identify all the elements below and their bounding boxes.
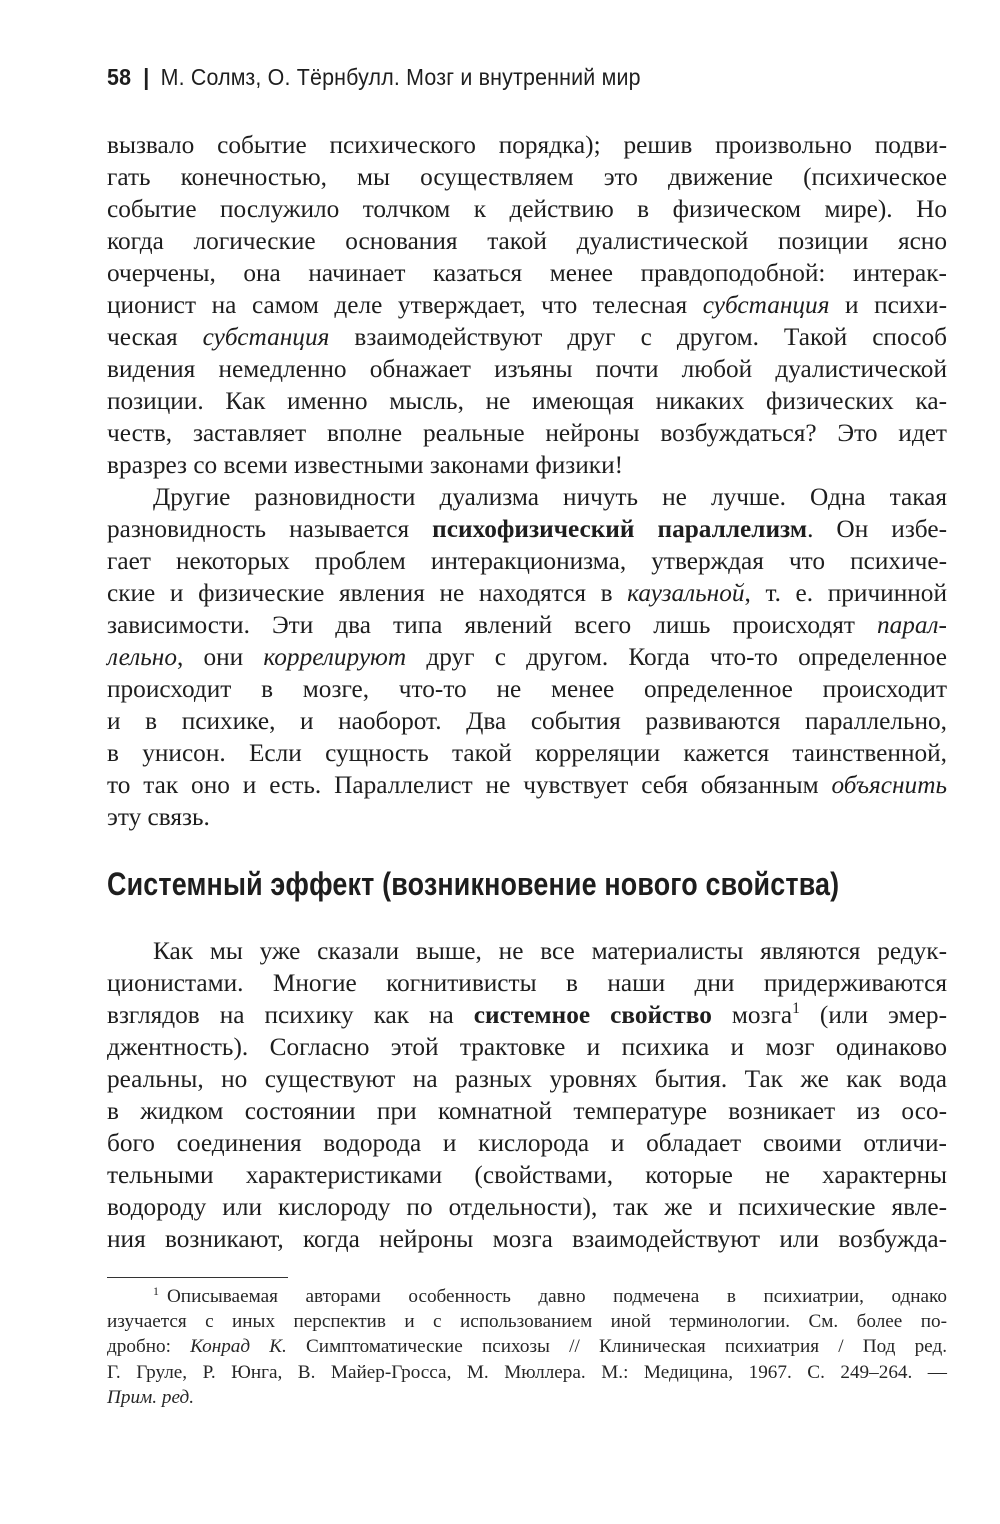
footnote-line: изучается с иных перспектив и с использованием иной терминологии. См. более по- — [107, 1311, 947, 1333]
text-line: ния возникают, когда нейроны мозга взаимодействуют или возбужда- — [107, 1225, 947, 1253]
italic-term: коррелируют — [263, 643, 407, 671]
text-line: в унисон. Если сущность такой корреляции кажется таинственной, — [107, 739, 947, 767]
text-line: лельно, они коррелируют друг с другом. Когда что-то определенное — [107, 643, 948, 671]
text-line: зависимости. Эти два типа явлений всего лишь происходят парал- — [107, 611, 947, 639]
header-separator: | — [143, 64, 150, 90]
section-heading: Системный эффект (возникновение нового свойства) — [107, 866, 840, 902]
paragraph-1 — [107, 129, 947, 481]
italic-term: объяснить — [831, 771, 947, 799]
text-line: ские и физические явления не находятся в каузальной, т. е. причинной — [107, 579, 947, 607]
bold-term: системное свойство — [473, 1001, 712, 1029]
body-text-top — [107, 129, 947, 833]
footnote-mark: 1 — [153, 1284, 159, 1299]
text-line: взглядов на психику как на системное свойство мозга$^1$ (или эмер- — [107, 999, 947, 1029]
editor-note: Прим. ред. — [107, 1386, 195, 1408]
book-title: М. Солмз, О. Тёрнбулл. Мозг и внутренний мир — [160, 64, 641, 90]
footnote — [107, 1284, 947, 1410]
footnote-line: Г. Груле, Р. Юнга, В. Майер-Гросса, М. Мюллера. М.: Медицина, 1967. С. 249–264. — — [107, 1361, 947, 1383]
text-line: то так оно и есть. Параллелист не чувствует себя обязанным объяснить — [107, 771, 947, 799]
text-line: гает некоторых проблем интеракционизма, утверждая что психиче- — [107, 547, 947, 575]
italic-term: субстанция — [702, 291, 830, 319]
text-line: эту связь. — [107, 803, 210, 831]
footnote-line — [107, 1385, 947, 1410]
text-line: ционистами. Многие когнитивисты в наши дни придерживаются — [107, 969, 947, 997]
text-line: событие послужило толчком к действию в физическом мире). Но — [107, 195, 947, 223]
text-line: ческая субстанция взаимодействуют друг с другом. Такой способ — [107, 323, 947, 351]
italic-term: лельно — [107, 643, 177, 671]
italic-term: каузальной — [627, 579, 745, 607]
footnote-divider — [107, 1277, 288, 1278]
text-line: ционист на самом деле утверждает, что телесная субстанция и психи- — [107, 291, 947, 319]
footnote-line: $^1$ Описываемая авторами особенность давно подмечена в психиатрии, однако — [153, 1284, 947, 1307]
footnote-line: дробно: Конрад К. Симптоматические психозы // Клиническая психиатрия / Под ред. — [107, 1336, 948, 1358]
italic-term: субстанция — [202, 323, 330, 351]
footnote-author: Конрад К. — [190, 1336, 287, 1358]
paragraph-2 — [107, 481, 947, 833]
text-line: честв, заставляет вполне реальные нейроны возбуждаться? Это идет — [107, 419, 947, 447]
text-line: тельными характеристиками (свойствами, которые не характерны — [107, 1161, 947, 1189]
text-line: Как мы уже сказали выше, не все материалисты являются редук- — [153, 937, 947, 965]
bold-term: психофизический параллелизм — [432, 515, 808, 543]
page-number: 58 — [107, 64, 132, 90]
text-line: гать конечностью, мы осуществляем это движение (психическое — [107, 163, 947, 191]
italic-term: парал- — [876, 611, 947, 639]
text-line: водороду или кислороду по отдельности), так же и психические явле- — [107, 1193, 947, 1221]
footnote-reference[interactable]: 1 — [792, 999, 800, 1017]
text-line: Другие разновидности дуализма ничуть не лучше. Одна такая — [153, 483, 947, 511]
text-line: позиции. Как именно мысль, не имеющая никаких физических ка- — [107, 387, 947, 415]
text-line: бого соединения водорода и кислорода и обладает своими отличи- — [107, 1129, 947, 1157]
body-text-bottom — [107, 935, 947, 1255]
text-line: вразрез со всеми известными законами физики! — [107, 451, 624, 479]
text-line: реальны, но существуют на разных уровнях бытия. Так же как вода — [107, 1065, 947, 1093]
text-line: и в психике, и наоборот. Два события развиваются параллельно, — [107, 707, 947, 735]
text-line: вызвало событие психического порядка); решив произвольно подви- — [107, 131, 947, 159]
text-line: очерчены, она начинает казаться менее правдоподобной: интерак- — [107, 259, 947, 287]
text-line: джентность). Согласно этой трактовке и психика и мозг одинаково — [107, 1033, 947, 1061]
text-line: в жидком состоянии при комнатной температуре возникает из осо- — [107, 1097, 947, 1125]
text-line: разновидность называется психофизический параллелизм. Он избе- — [107, 515, 947, 543]
text-line: когда логические основания такой дуалистической позиции ясно — [107, 227, 947, 255]
text-line: происходит в мозге, что-то не менее определенное происходит — [107, 675, 947, 703]
paragraph-3 — [107, 935, 947, 1255]
running-head — [107, 64, 641, 91]
text-line: видения немедленно обнажает изъяны почти любой дуалистической — [107, 355, 947, 383]
